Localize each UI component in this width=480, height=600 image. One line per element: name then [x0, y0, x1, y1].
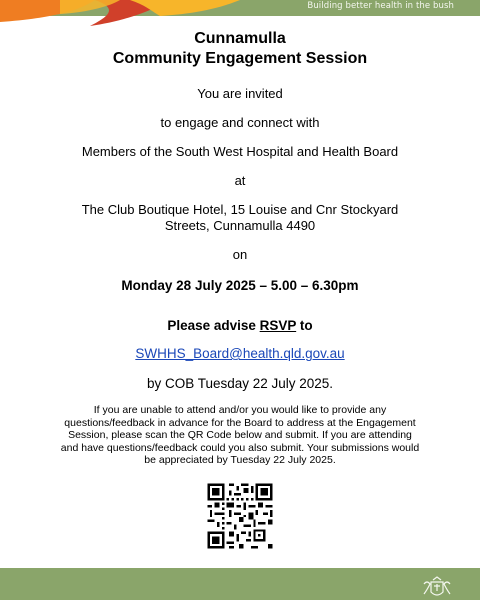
qr-code[interactable] — [205, 481, 275, 551]
note-line-2: questions/feedback in advance for the Board to address at the Engagement — [64, 416, 416, 429]
footer-band — [0, 568, 480, 600]
engage-line: to engage and connect with — [160, 115, 320, 130]
header-tagline: Building better health in the bush — [307, 1, 454, 11]
rsvp-keyword: RSVP — [259, 318, 297, 333]
event-title: Community Engagement Session — [112, 50, 368, 67]
note-line-4: and have questions/feedback could you also submit. Your submissions would — [60, 441, 420, 454]
members-line: Members of the South West Hospital and Health Board — [81, 144, 399, 159]
note-line-3: Session, please scan the QR Code below and submit. If you are attending — [68, 429, 412, 441]
rsvp-deadline: by COB Tuesday 22 July 2025. — [146, 376, 334, 391]
decorative-swoosh — [0, 0, 250, 30]
note-line-1: If you are unable to attend and/or you would like to provide any — [93, 404, 387, 416]
rsvp-suffix: to — [296, 318, 313, 333]
venue-line-1: The Club Boutique Hotel, 15 Louise and Cnr Stockyard — [81, 202, 399, 217]
event-location-title: Cunnamulla — [194, 30, 286, 47]
feedback-note — [0, 404, 480, 467]
on-line: on — [232, 247, 248, 262]
rsvp-email-link[interactable]: SWHHS_Board@health.qld.gov.au — [135, 346, 345, 361]
queensland-crest-icon — [420, 576, 454, 600]
rsvp-line — [0, 317, 480, 335]
note-line-5: be appreciated by Tuesday 22 July 2025. — [144, 454, 336, 466]
invited-line: You are invited — [197, 86, 283, 101]
venue-line-2: Streets, Cunnamulla 4490 — [164, 218, 316, 233]
invitation-body — [0, 29, 480, 551]
rsvp-prefix: Please advise — [167, 318, 260, 333]
at-line: at — [234, 173, 246, 188]
event-datetime: Monday 28 July 2025 – 5.00 – 6.30pm — [121, 278, 359, 293]
